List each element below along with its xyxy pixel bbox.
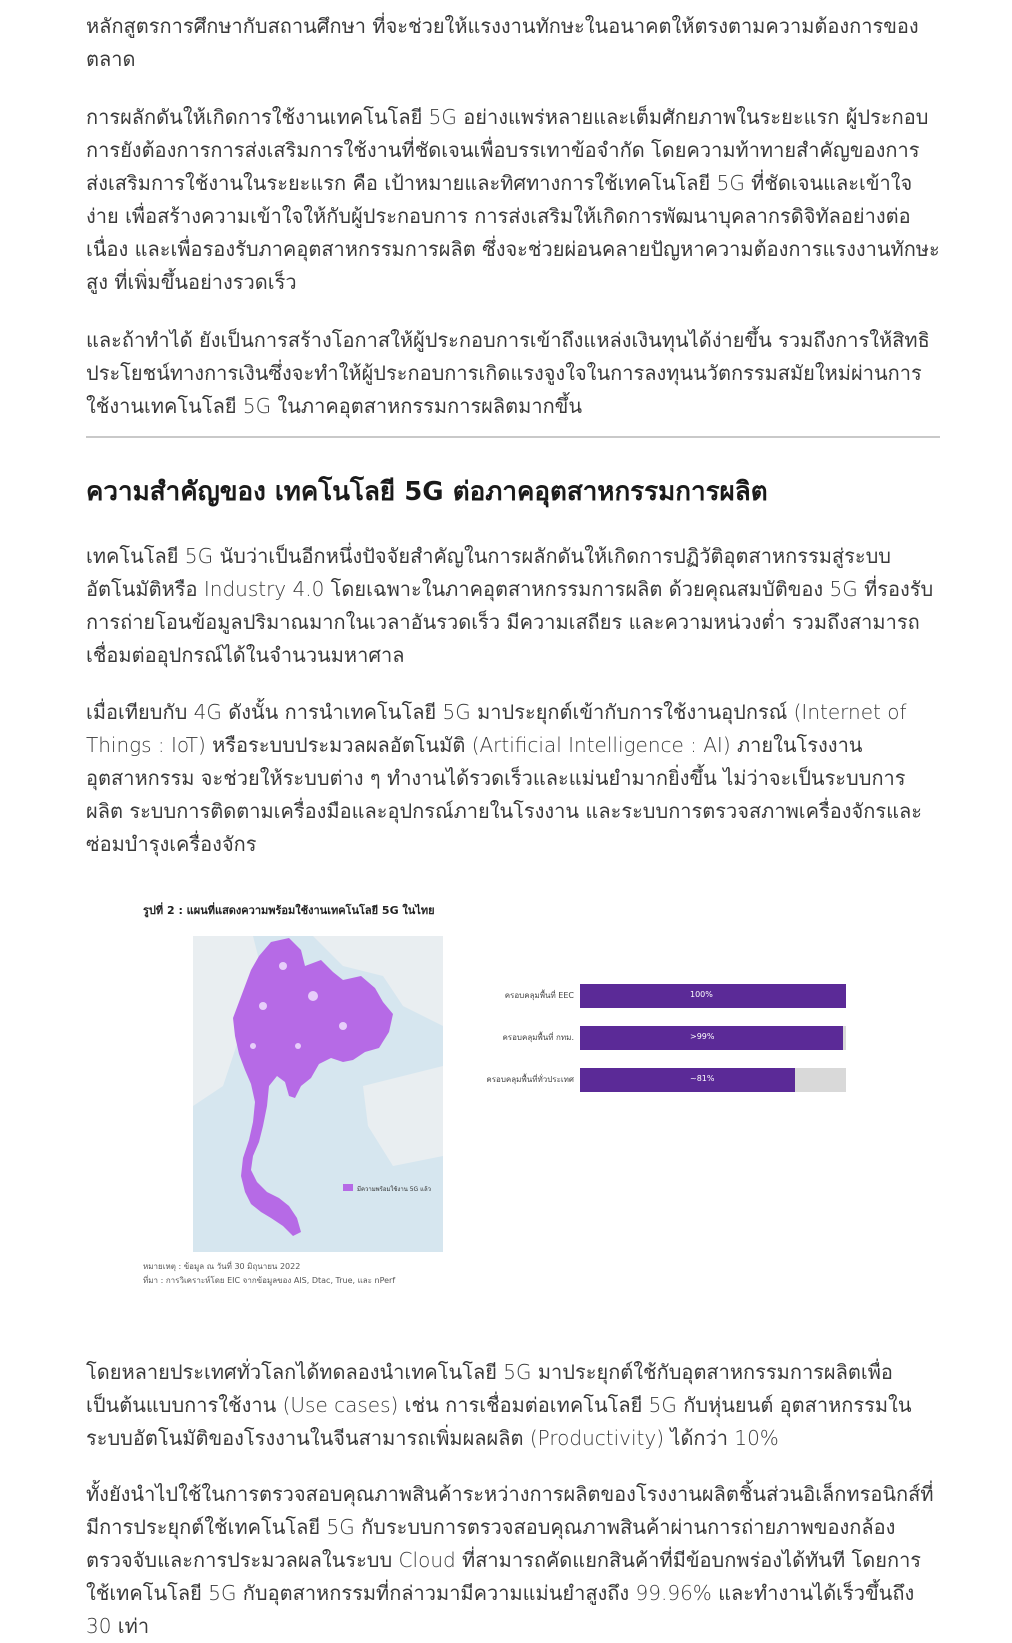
bar-track: [580, 984, 846, 1008]
map-speckle: [279, 962, 287, 970]
figure-5g-coverage: [86, 880, 940, 1310]
figure-title: รูปที่ 2 : แผนที่แสดงความพร้อมใช้งานเทคโนโลยี 5G ในไทย: [143, 904, 435, 917]
paragraph: และถ้าทำได้ ยังเป็นการสร้างโอกาสให้ผู้ประกอบการเข้าถึงแหล่งเงินทุนได้ง่ายขึ้น รวมถึงการให้สิทธิประโยชน์ทางการเงินซึ่งจะทำให้ผู้ประกอบการเกิดแรงจูงใจในการลงทุนนวัตกรรมสมัยใหม่ผ่านการใช้งานเทคโนโลยี 5G ในภาคอุตสาหกรรมการผลิตมากขึ้น: [86, 328, 930, 418]
bar-row: [456, 1068, 876, 1092]
bar-row: [456, 984, 876, 1008]
map-legend-swatch: [343, 1184, 353, 1191]
bar-value-label: >99%: [690, 1032, 715, 1041]
paragraph: โดยหลายประเทศทั่วโลกได้ทดลองนำเทคโนโลยี 5G มาประยุกต์ใช้กับอุตสาหกรรมการผลิตเพื่อเป็นต้นแบบการใช้งาน (Use cases) เช่น การเชื่อมต่อเทคโนโลยี 5G กับหุ่นยนต์ อุตสาหกรรมในระบบอัตโนมัติของโรงงานในจีนสามารถเพิ่มผลผลิต (Productivity) ได้กว่า 10%: [86, 1360, 912, 1450]
bar-category-label: ครอบคลุมพื้นที่ทั่วประเทศ: [486, 1075, 574, 1084]
map-legend-label: มีความพร้อมใช้งาน 5G แล้ว: [357, 1186, 431, 1193]
map-speckle: [308, 991, 318, 1001]
bar-value-label: ~81%: [690, 1074, 715, 1083]
map-speckle: [259, 1002, 267, 1010]
figure-note: หมายเหตุ : ข้อมูล ณ วันที่ 30 มิถุนายน 2022: [143, 1262, 301, 1271]
bar-category-label: ครอบคลุมพื้นที่ กทม.: [502, 1033, 574, 1042]
section-divider: [86, 436, 940, 438]
bar-row: [456, 1026, 876, 1050]
bar-category-label: ครอบคลุมพื้นที่ EEC: [504, 991, 574, 1000]
paragraph: ทั้งยังนำไปใช้ในการตรวจสอบคุณภาพสินค้าระหว่างการผลิตของโรงงานผลิตชิ้นส่วนอิเล็กทรอนิกส์ที่มีการประยุกต์ใช้เทคโนโลยี 5G กับระบบการตรวจสอบคุณภาพสินค้าผ่านการถ่ายภาพของกล้องตรวจจับและการประมวลผลในระบบ Cloud ที่สามารถคัดแยกสินค้าที่มีข้อบกพร่องได้ทันที โดยการใช้เทคโนโลยี 5G กับอุตสาหกรรมที่กล่าวมามีความแม่นยำสูงถึง 99.96% และทำงานได้เร็วขึ้นถึง 30 เท่า: [86, 1482, 934, 1638]
paragraph: การผลักดันให้เกิดการใช้งานเทคโนโลยี 5G อย่างแพร่หลายและเต็มศักยภาพในระยะแรก ผู้ประกอบการยังต้องการการส่งเสริมการใช้งานที่ชัดเจนเพื่อบรรเทาข้อจำกัด โดยความท้าทายสำคัญของการส่งเสริมการใช้งานในระยะแรก คือ เป้าหมายและทิศทางการใช้เทคโนโลยี 5G ที่ชัดเจนและเข้าใจง่าย เพื่อสร้างความเข้าใจให้กับผู้ประกอบการ การส่งเสริมให้เกิดการพัฒนาบุคลากรดิจิทัลอย่างต่อเนื่อง และเพื่อรองรับภาคอุตสาหกรรมการผลิต ซึ่งจะช่วยผ่อนคลายปัญหาความต้องการแรงงานทักษะสูง ที่เพิ่มขึ้นอย่างรวดเร็ว: [86, 105, 940, 294]
map-speckle: [339, 1022, 347, 1030]
bar-track: [580, 1068, 846, 1092]
bar-track: [580, 1026, 846, 1050]
map-speckle: [295, 1043, 301, 1049]
bar-fill: [580, 984, 846, 1008]
map-speckle: [250, 1043, 256, 1049]
paragraph: เมื่อเทียบกับ 4G ดังนั้น การนำเทคโนโลยี 5G มาประยุกต์เข้ากับการใช้งานอุปกรณ์ (Internet of Things : IoT) หรือระบบประมวลผลอัตโนมัติ (Artificial Intelligence : AI) ภายในโรงงานอุตสาหกรรม จะช่วยให้ระบบต่าง ๆ ทำงานได้รวดเร็วและแม่นยำมากยิ่งขึ้น ไม่ว่าจะเป็นระบบการผลิต ระบบการติดตามเครื่องมือและอุปกรณ์ภายในโรงงาน และระบบการตรวจสภาพเครื่องจักรและซ่อมบำรุงเครื่องจักร: [86, 700, 922, 856]
paragraph: เทคโนโลยี 5G นับว่าเป็นอีกหนึ่งปัจจัยสำคัญในการผลักดันให้เกิดการปฏิวัติอุตสาหกรรมสู่ระบบอัตโนมัติหรือ Industry 4.0 โดยเฉพาะในภาคอุตสาหกรรมการผลิต ด้วยคุณสมบัติของ 5G ที่รองรับการถ่ายโอนข้อมูลปริมาณมากในเวลาอันรวดเร็ว มีความเสถียร และความหน่วงต่ำ รวมถึงสามารถเชื่อมต่ออุปกรณ์ได้ในจำนวนมหาศาล: [86, 544, 934, 667]
paragraph: หลักสูตรการศึกษากับสถานศึกษา ที่จะช่วยให้แรงงานทักษะในอนาคตให้ตรงตามความต้องการของตลาด: [86, 14, 919, 71]
bar-fill: [580, 1068, 795, 1092]
bar-value-label: 100%: [690, 990, 713, 999]
section-heading: ความสำคัญของ เทคโนโลยี 5G ต่อภาคอุตสาหกรรมการผลิต: [86, 477, 768, 507]
figure-source: ที่มา : การวิเคราะห์โดย EIC จากข้อมูลของ AIS, Dtac, True, และ nPerf: [143, 1276, 396, 1285]
thailand-coverage-map: [193, 936, 443, 1252]
